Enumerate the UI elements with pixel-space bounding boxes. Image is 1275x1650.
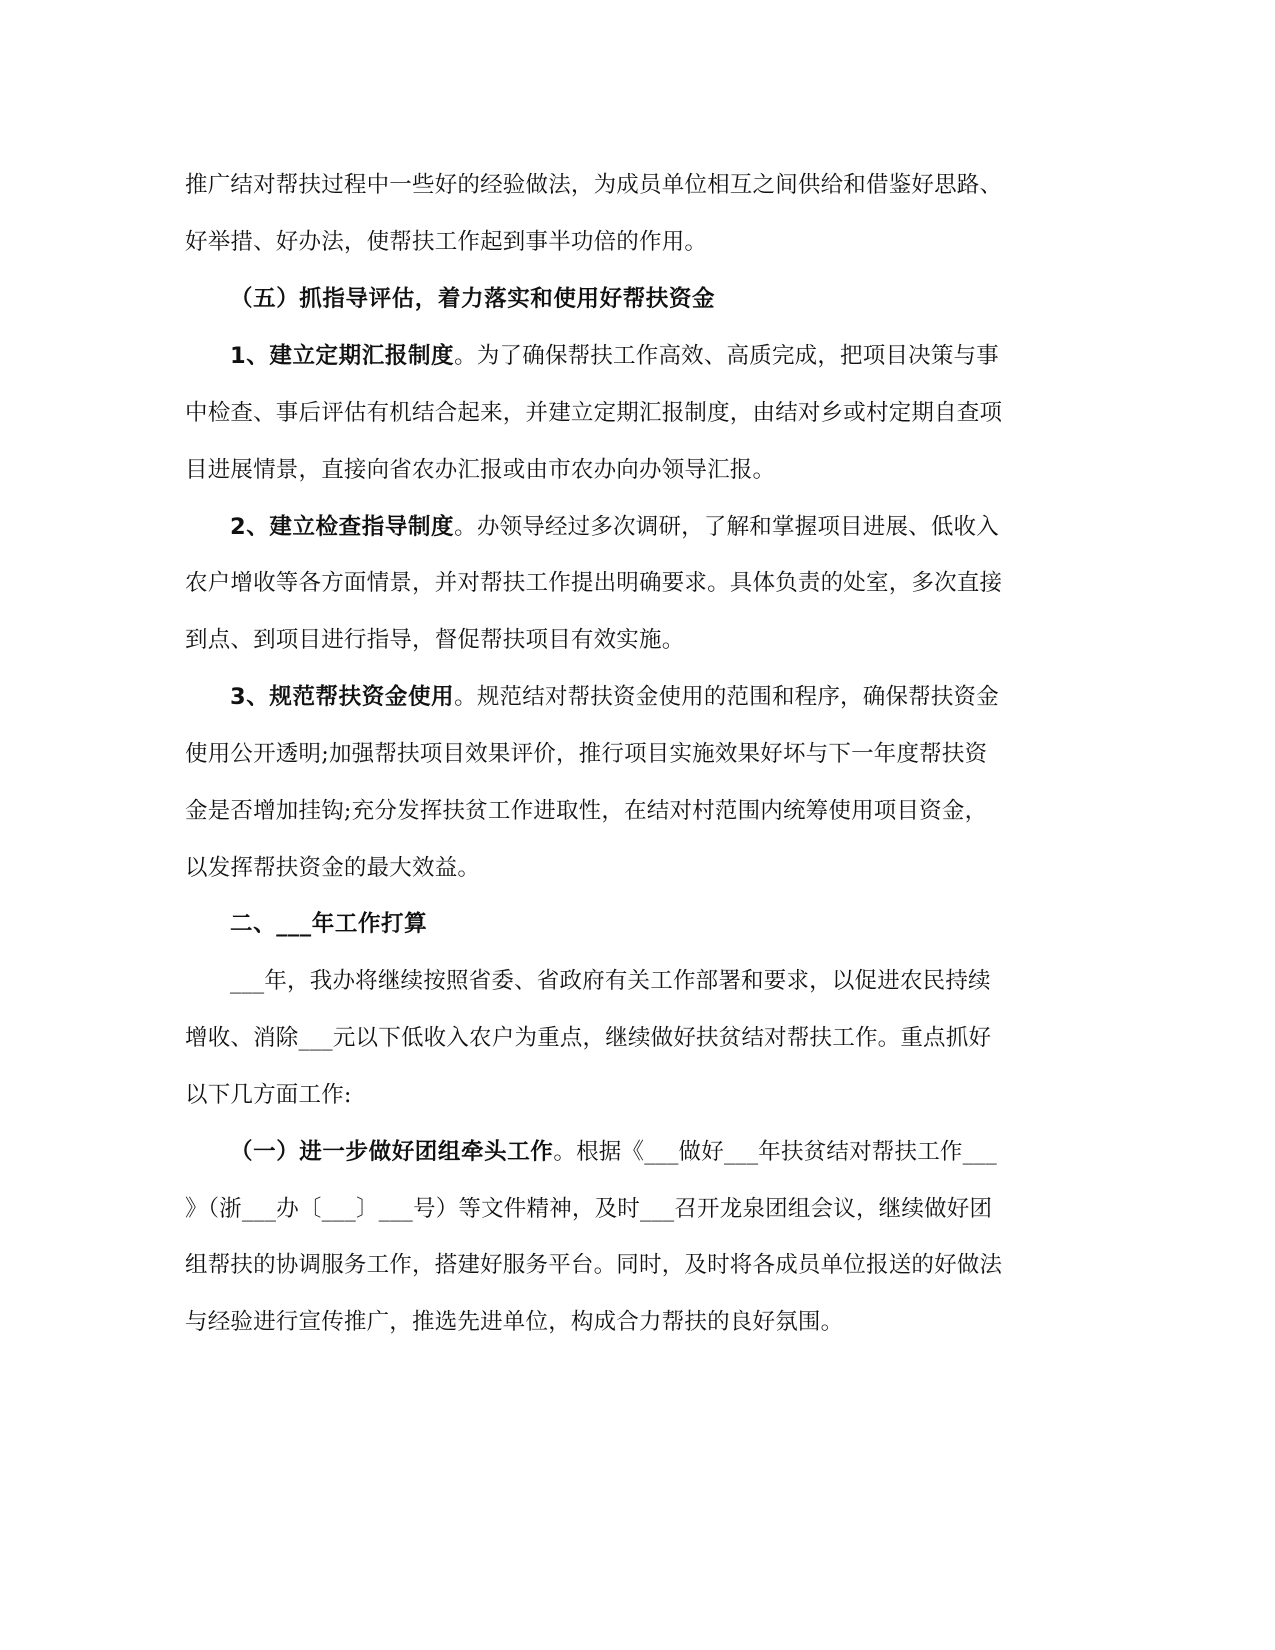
line-text: 好举措、好办法，使帮扶工作起到事半功倍的作用。: [185, 229, 708, 255]
section-heading: [230, 284, 715, 314]
paragraph-line: [185, 1307, 843, 1337]
line-text: 使用公开透明;加强帮扶项目效果评价，推行项目实施效果好坏与下一年度帮扶资: [185, 741, 988, 767]
line-text: 以发挥帮扶资金的最大效益。: [185, 855, 481, 881]
paragraph-line: [185, 455, 775, 485]
item-heading: 2、建立检查指导制度: [230, 514, 455, 540]
line-text: 推广结对帮扶过程中一些好的经验做法，为成员单位相互之间供给和借鉴好思路、: [185, 172, 1003, 198]
line-text: 金是否增加挂钩;充分发挥扶贫工作进取性，在结对村范围内统筹使用项目资金，: [185, 798, 988, 824]
line-text: 。规范结对帮扶资金使用的范围和程序，确保帮扶资金: [454, 684, 999, 710]
paragraph-line: [230, 682, 999, 712]
line-text: 中检查、事后评估有机结合起来，并建立定期汇报制度，由结对乡或村定期自查项: [185, 400, 1003, 426]
heading-text: 二、___年工作打算: [230, 911, 428, 937]
section-heading: [230, 909, 427, 939]
line-text: 以下几方面工作:: [185, 1082, 352, 1108]
paragraph-line: [230, 341, 999, 371]
line-text: 农户增收等各方面情景，并对帮扶工作提出明确要求。具体负责的处室，多次直接: [185, 570, 1003, 596]
item-heading: （一）进一步做好团组牵头工作: [230, 1139, 554, 1165]
paragraph-line: [230, 966, 991, 996]
line-text: 到点、到项目进行指导，督促帮扶项目有效实施。: [185, 627, 685, 653]
paragraph-line: [185, 796, 987, 826]
paragraph-line: [185, 398, 1002, 428]
heading-text: （五）抓指导评估，着力落实和使用好帮扶资金: [230, 286, 716, 312]
paragraph-line: [185, 1250, 1002, 1280]
paragraph-line: [185, 227, 707, 257]
paragraph-line: [185, 1194, 992, 1224]
line-text: 。办领导经过多次调研，了解和掌握项目进展、低收入: [454, 514, 999, 540]
paragraph-line: [230, 1137, 997, 1167]
line-text: 。根据《___做好___年扶贫结对帮扶工作___: [553, 1139, 997, 1165]
line-text: 》（浙___办〔___〕___号）等文件精神，及时___召开龙泉团组会议，继续做好团: [185, 1196, 993, 1222]
paragraph-line: [185, 625, 684, 655]
item-heading: 1、建立定期汇报制度: [230, 343, 455, 369]
paragraph-line: [230, 512, 999, 542]
line-text: ___年，我办将继续按照省委、省政府有关工作部署和要求，以促进农民持续: [230, 968, 991, 994]
paragraph-line: [185, 739, 987, 769]
paragraph-line: [185, 853, 480, 883]
paragraph-line: [185, 1023, 991, 1053]
paragraph-line: [185, 568, 1002, 598]
line-text: 增收、消除___元以下低收入农户为重点，继续做好扶贫结对帮扶工作。重点抓好: [185, 1025, 992, 1051]
line-text: 。为了确保帮扶工作高效、高质完成，把项目决策与事: [454, 343, 999, 369]
item-heading: 3、规范帮扶资金使用: [230, 684, 455, 710]
paragraph-line: [185, 1080, 352, 1110]
line-text: 目进展情景，直接向省农办汇报或由市农办向办领导汇报。: [185, 457, 776, 483]
line-text: 组帮扶的协调服务工作，搭建好服务平台。同时，及时将各成员单位报送的好做法: [185, 1252, 1003, 1278]
paragraph-line: [185, 170, 1002, 200]
line-text: 与经验进行宣传推广，推选先进单位，构成合力帮扶的良好氛围。: [185, 1309, 844, 1335]
